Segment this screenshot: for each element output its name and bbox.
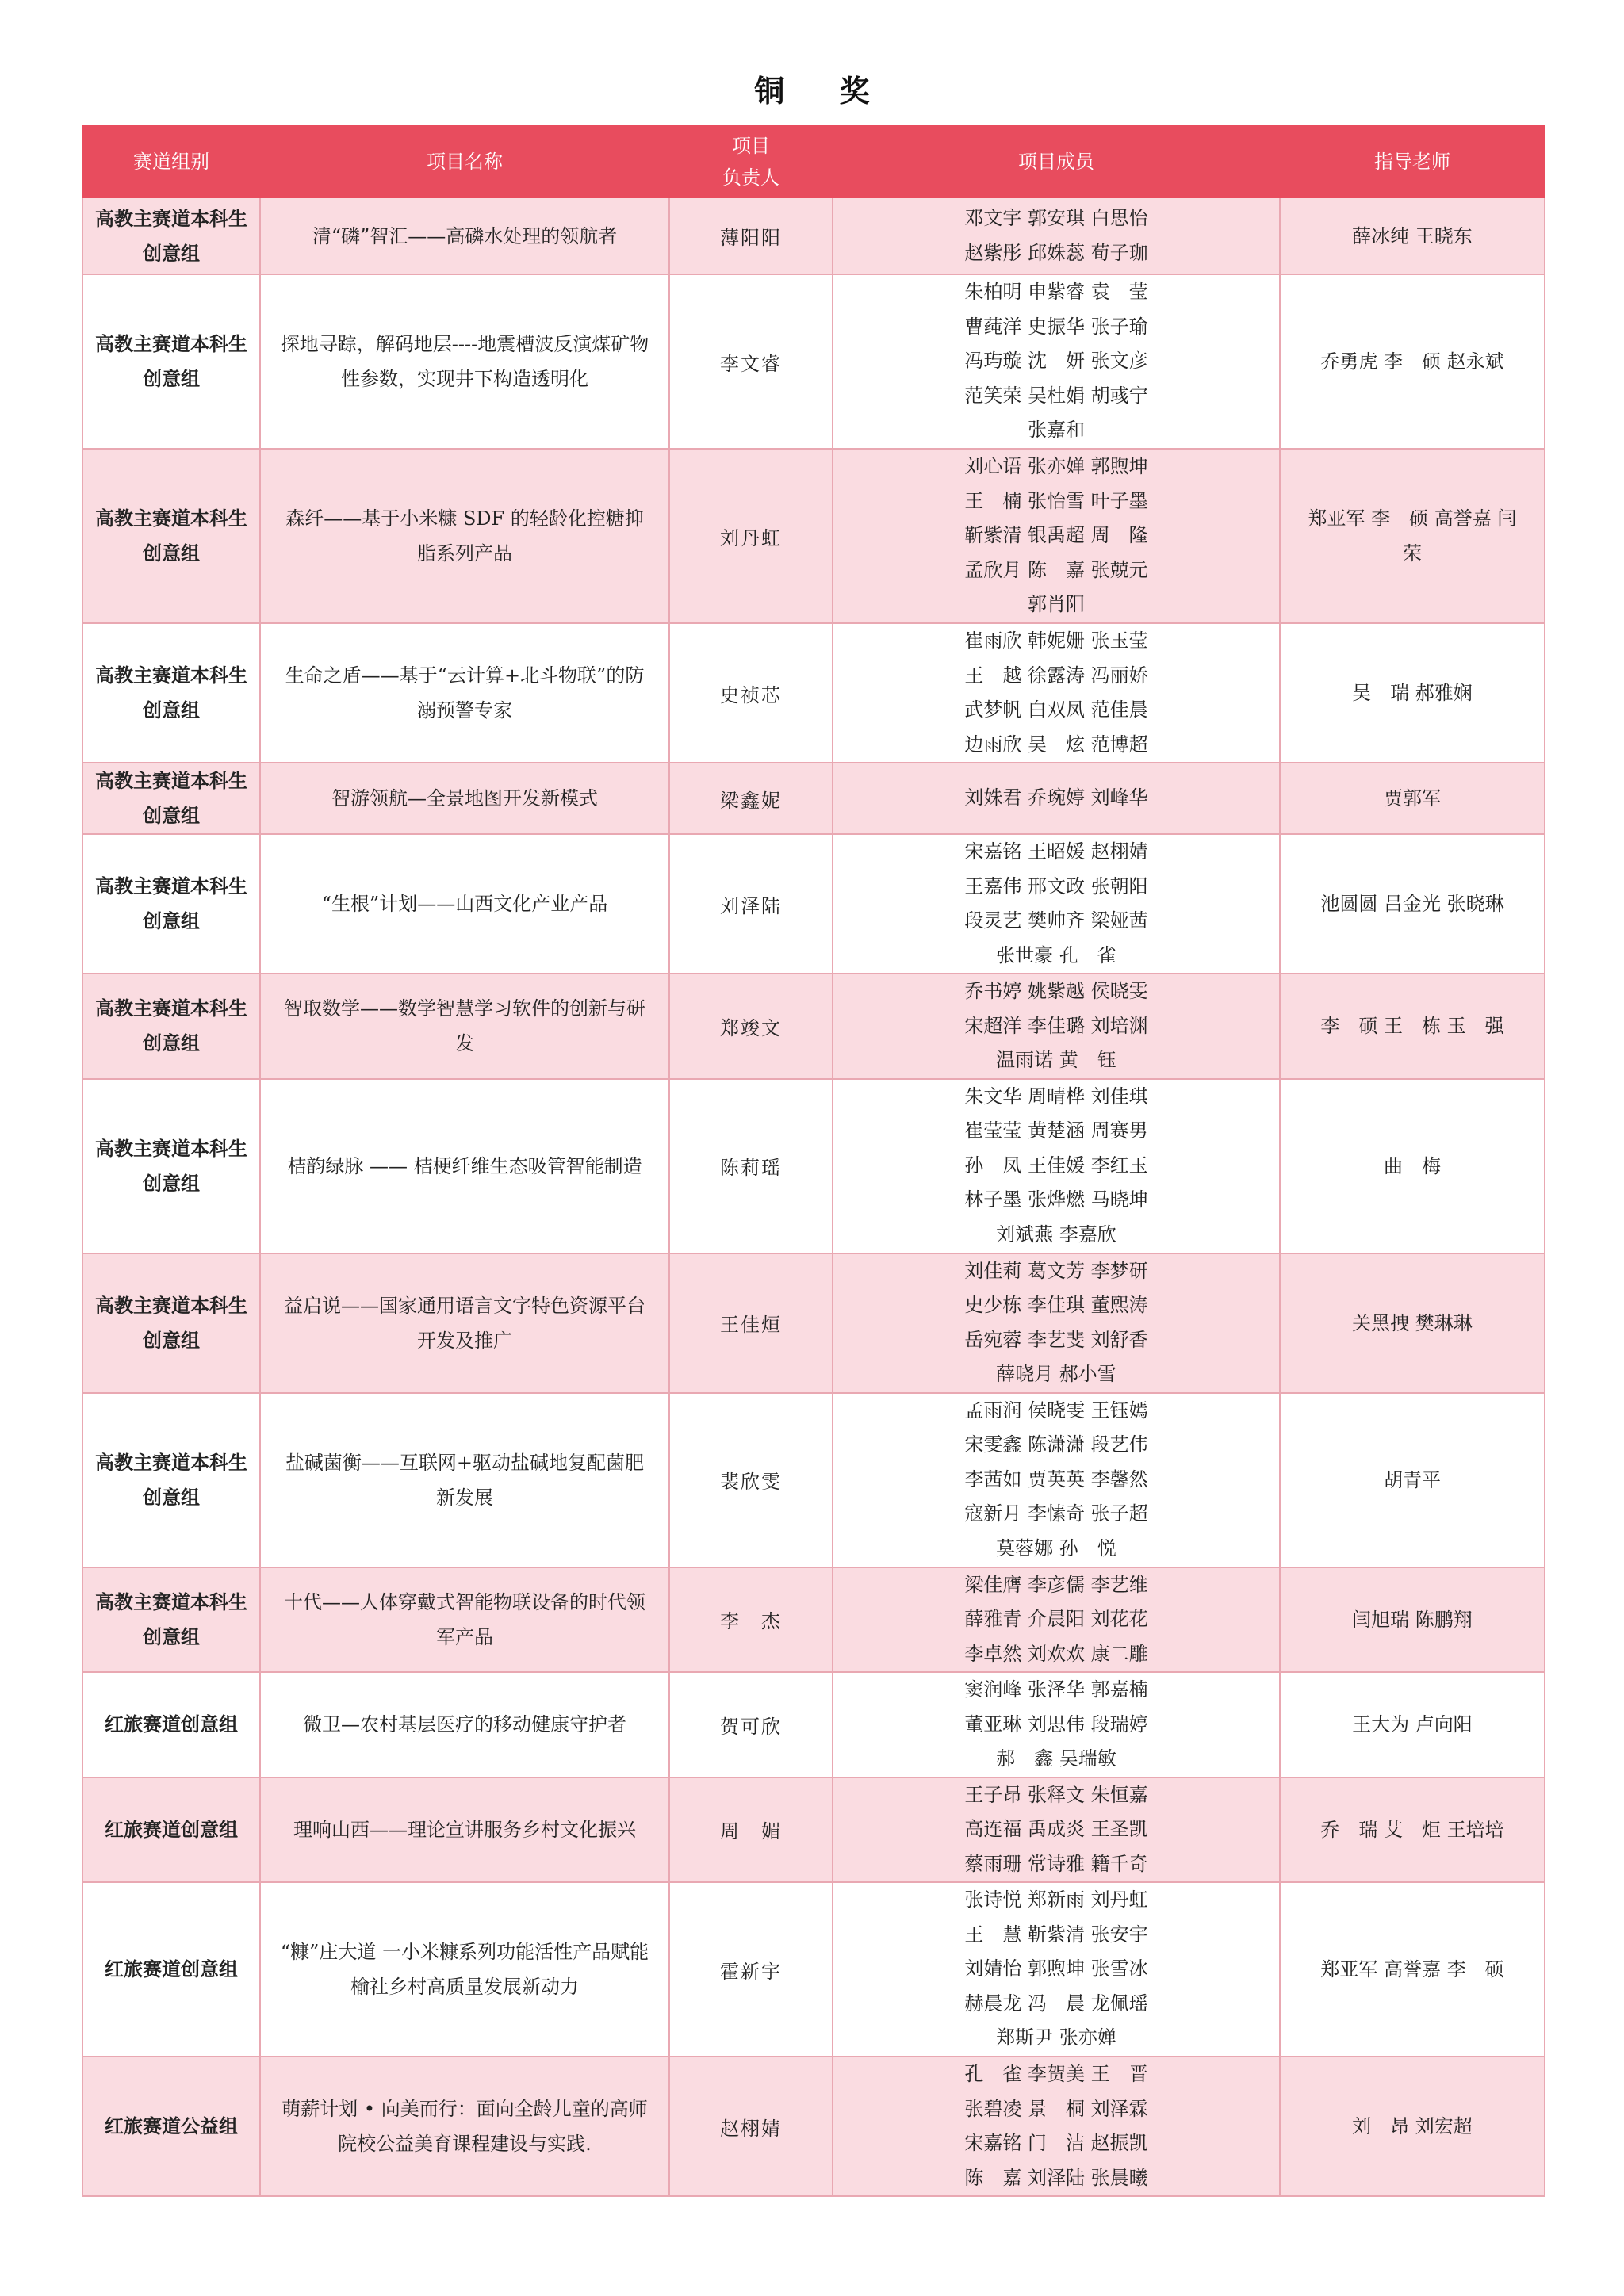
cell-track: 高教主赛道本科生创意组: [82, 197, 260, 274]
member-line: 段灵艺 樊帅齐 梁娅茜: [964, 909, 1148, 932]
header-project: 项目名称: [260, 126, 669, 197]
member-line: 靳紫清 银禹超 周 隆: [964, 524, 1148, 547]
cell-project-members: [833, 1882, 1280, 2057]
cell-project-members: [833, 1777, 1280, 1883]
member-line: 刘斌燕 李嘉欣: [996, 1223, 1116, 1246]
cell-project-members: [833, 2057, 1280, 2196]
cell-project-members: [833, 974, 1280, 1079]
cell-project-leader: 裴欣雯: [669, 1393, 833, 1567]
member-line: 陈 嘉 刘泽陆 张晨曦: [964, 2166, 1148, 2189]
member-line: 孙 凤 王佳媛 李红玉: [964, 1154, 1148, 1177]
member-line: 赵紫彤 邱姝蕊 荀子珈: [964, 241, 1148, 264]
cell-project-members: [833, 1672, 1280, 1777]
member-line: 宋超洋 李佳璐 刘培渊: [964, 1014, 1148, 1037]
member-line: 刘心语 张亦婵 郭煦坤: [964, 455, 1148, 478]
cell-track: 高教主赛道本科生创意组: [82, 1393, 260, 1567]
member-line: 薛晓月 郝小雪: [996, 1363, 1116, 1385]
cell-project-members: [833, 1253, 1280, 1393]
table-row: [82, 763, 1545, 834]
cell-project-name: 探地寻踪，解码地层----地震槽波反演煤矿物性参数，实现井下构造透明化: [260, 274, 669, 449]
member-line: 岳宛蓉 李艺斐 刘舒香: [964, 1328, 1148, 1351]
cell-project-members: [833, 623, 1280, 763]
member-line: 武梦帆 白双凤 范佳晨: [964, 698, 1148, 721]
member-line: 宋雯鑫 陈潇潇 段艺伟: [964, 1433, 1148, 1456]
member-line: 孟雨润 侯晓雯 王钰嫣: [964, 1399, 1148, 1422]
member-line: 郭肖阳: [1028, 593, 1085, 616]
cell-project-name: 益启说——国家通用语言文字特色资源平台开发及推广: [260, 1253, 669, 1393]
member-line: 张世豪 孔 雀: [996, 943, 1116, 966]
cell-track: 高教主赛道本科生创意组: [82, 449, 260, 623]
member-line: 高连福 禹成炎 王圣凯: [964, 1818, 1148, 1840]
member-line: 宋嘉铭 门 洁 赵振凯: [964, 2132, 1148, 2154]
member-line: 孔 雀 李贺美 王 晋: [964, 2063, 1148, 2085]
member-line: 朱柏明 申紫睿 袁 莹: [964, 281, 1148, 304]
cell-project-leader: 霍新宇: [669, 1882, 833, 2057]
cell-project-name: 十代——人体穿戴式智能物联设备的时代领军产品: [260, 1567, 669, 1673]
member-line: 王子昂 张释文 朱恒嘉: [964, 1783, 1148, 1806]
member-line: 寇新月 李愫奇 张子超: [964, 1502, 1148, 1525]
member-line: 张诗悦 郑新雨 刘丹虹: [964, 1888, 1148, 1911]
cell-advisors: 乔 瑞 艾 炬 王培培: [1280, 1777, 1545, 1883]
cell-project-members: [833, 834, 1280, 974]
awards-table: [82, 125, 1545, 2197]
header-leader-line1: 项目: [732, 135, 770, 157]
cell-project-name: 清“磷”智汇——高磷水处理的领航者: [260, 197, 669, 274]
member-line: 朱文华 周晴桦 刘佳琪: [964, 1085, 1148, 1108]
cell-project-leader: 周 媚: [669, 1777, 833, 1883]
member-line: 史少栋 李佳琪 董熙涛: [964, 1294, 1148, 1316]
table-row: [82, 623, 1545, 763]
cell-project-leader: 刘泽陆: [669, 834, 833, 974]
cell-project-leader: 史祯芯: [669, 623, 833, 763]
member-line: 李茜如 贾英英 李馨然: [964, 1468, 1148, 1490]
cell-advisors: 关黑拽 樊琳琳: [1280, 1253, 1545, 1393]
cell-track: 高教主赛道本科生创意组: [82, 834, 260, 974]
member-line: 冯玙璇 沈 妍 张文彦: [964, 350, 1148, 373]
table-header-row: [82, 126, 1545, 197]
cell-advisors: 郑亚军 高誉嘉 李 硕: [1280, 1882, 1545, 2057]
member-line: 曹莼洋 史振华 张子瑜: [964, 315, 1148, 338]
member-line: 刘姝君 乔琬婷 刘峰华: [964, 786, 1148, 809]
table-row: [82, 274, 1545, 449]
cell-project-name: 生命之盾——基于“云计算+北斗物联”的防溺预警专家: [260, 623, 669, 763]
cell-project-leader: 郑竣文: [669, 974, 833, 1079]
table-row: [82, 834, 1545, 974]
header-advisors: 指导老师: [1280, 126, 1545, 197]
table-row: [82, 1882, 1545, 2057]
member-line: 乔书婷 姚紫越 侯晓雯: [964, 980, 1148, 1002]
member-line: 董亚琳 刘思伟 段瑞婷: [964, 1712, 1148, 1735]
cell-project-name: 萌薪计划 • 向美而行：面向全龄儿童的高师院校公益美育课程建设与实践.: [260, 2057, 669, 2196]
cell-advisors: 池圆圆 吕金光 张晓琳: [1280, 834, 1545, 974]
member-line: 郑斯尹 张亦婵: [996, 2026, 1116, 2049]
cell-project-leader: 王佳烜: [669, 1253, 833, 1393]
cell-track: 红旅赛道创意组: [82, 1882, 260, 2057]
member-line: 薛雅青 介晨阳 刘花花: [964, 1608, 1148, 1630]
table-body: [82, 197, 1545, 2196]
cell-track: 高教主赛道本科生创意组: [82, 623, 260, 763]
member-line: 邓文宇 郭安琪 白思怡: [964, 207, 1148, 229]
cell-advisors: 乔勇虎 李 硕 赵永斌: [1280, 274, 1545, 449]
cell-track: 高教主赛道本科生创意组: [82, 1253, 260, 1393]
table-row: [82, 974, 1545, 1079]
cell-advisors: 李 硕 王 栋 玉 强: [1280, 974, 1545, 1079]
member-line: 李卓然 刘欢欢 康二雕: [964, 1642, 1148, 1665]
member-line: 林子墨 张烨燃 马晓坤: [964, 1188, 1148, 1211]
cell-project-leader: 薄阳阳: [669, 197, 833, 274]
cell-project-members: [833, 449, 1280, 623]
cell-track: 红旅赛道公益组: [82, 2057, 260, 2196]
member-line: 边雨欣 吴 炫 范博超: [964, 733, 1148, 756]
header-leader: [669, 126, 833, 197]
table-row: [82, 197, 1545, 274]
member-line: 王 慧 靳紫清 张安宇: [964, 1923, 1148, 1946]
table-row: [82, 1079, 1545, 1253]
cell-advisors: 胡青平: [1280, 1393, 1545, 1567]
cell-project-members: [833, 763, 1280, 834]
table-row: [82, 1393, 1545, 1567]
cell-project-leader: 梁鑫妮: [669, 763, 833, 834]
cell-project-name: 智游领航—全景地图开发新模式: [260, 763, 669, 834]
cell-track: 高教主赛道本科生创意组: [82, 1567, 260, 1673]
cell-project-name: 森纤——基于小米糠 SDF 的轻龄化控糖抑脂系列产品: [260, 449, 669, 623]
cell-project-members: [833, 1567, 1280, 1673]
member-line: 莫蓉娜 孙 悦: [996, 1536, 1116, 1559]
member-line: 崔莹莹 黄楚涵 周赛男: [964, 1119, 1148, 1142]
cell-track: 高教主赛道本科生创意组: [82, 1079, 260, 1253]
cell-project-name: 桔韵绿脉 —— 桔梗纤维生态吸管智能制造: [260, 1079, 669, 1253]
cell-project-leader: 李 杰: [669, 1567, 833, 1673]
member-line: 王 越 徐露涛 冯丽娇: [964, 664, 1148, 687]
cell-project-members: [833, 274, 1280, 449]
table-row: [82, 1672, 1545, 1777]
cell-project-leader: 赵栩婧: [669, 2057, 833, 2196]
member-line: 范笑荣 吴杜娟 胡彧宁: [964, 384, 1148, 407]
member-line: 梁佳膺 李彦儒 李艺维: [964, 1573, 1148, 1596]
page-title: 铜 奖: [754, 73, 892, 109]
member-line: 蔡雨珊 常诗雅 籍千奇: [964, 1852, 1148, 1875]
cell-advisors: 吴 瑞 郝雅娴: [1280, 623, 1545, 763]
cell-advisors: 郑亚军 李 硕 高誉嘉 闫 荣: [1280, 449, 1545, 623]
cell-project-leader: 陈莉瑶: [669, 1079, 833, 1253]
cell-project-leader: 贺可欣: [669, 1672, 833, 1777]
member-line: 崔雨欣 韩妮姗 张玉莹: [964, 629, 1148, 652]
cell-project-name: 微卫—农村基层医疗的移动健康守护者: [260, 1672, 669, 1777]
cell-track: 红旅赛道创意组: [82, 1672, 260, 1777]
cell-advisors: 曲 梅: [1280, 1079, 1545, 1253]
table-row: [82, 1777, 1545, 1883]
member-line: 刘婧怡 郭煦坤 张雪冰: [964, 1957, 1148, 1980]
cell-project-members: [833, 197, 1280, 274]
cell-project-members: [833, 1393, 1280, 1567]
cell-project-name: “生根”计划——山西文化产业产品: [260, 834, 669, 974]
table-row: [82, 1253, 1545, 1393]
cell-project-name: 智取数学——数学智慧学习软件的创新与研发: [260, 974, 669, 1079]
cell-track: 高教主赛道本科生创意组: [82, 274, 260, 449]
cell-track: 高教主赛道本科生创意组: [82, 974, 260, 1079]
cell-project-leader: 李文睿: [669, 274, 833, 449]
header-members: 项目成员: [833, 126, 1280, 197]
cell-advisors: 刘 昂 刘宏超: [1280, 2057, 1545, 2196]
header-track: 赛道组别: [82, 126, 260, 197]
table-row: [82, 2057, 1545, 2196]
cell-project-name: 理响山西——理论宣讲服务乡村文化振兴: [260, 1777, 669, 1883]
table-row: [82, 449, 1545, 623]
member-line: 王嘉伟 邢文政 张朝阳: [964, 874, 1148, 897]
cell-track: 高教主赛道本科生创意组: [82, 763, 260, 834]
cell-project-name: 盐碱菌衡——互联网+驱动盐碱地复配菌肥新发展: [260, 1393, 669, 1567]
member-line: 刘佳莉 葛文芳 李梦研: [964, 1259, 1148, 1282]
table-row: [82, 1567, 1545, 1673]
member-line: 孟欣月 陈 嘉 张兢元: [964, 558, 1148, 581]
cell-advisors: 薛冰纯 王晓东: [1280, 197, 1545, 274]
cell-advisors: 闫旭瑞 陈鹏翔: [1280, 1567, 1545, 1673]
cell-track: 红旅赛道创意组: [82, 1777, 260, 1883]
cell-advisors: 王大为 卢向阳: [1280, 1672, 1545, 1777]
member-line: 赫晨龙 冯 晨 龙佩瑶: [964, 1992, 1148, 2015]
member-line: 温雨诺 黄 钰: [996, 1049, 1116, 1071]
header-leader-line2: 负责人: [722, 166, 779, 189]
member-line: 张碧凌 景 桐 刘泽霖: [964, 2097, 1148, 2120]
cell-advisors: 贾郭军: [1280, 763, 1545, 834]
member-line: 郝 鑫 吴瑞敏: [996, 1747, 1116, 1770]
cell-project-name: “糠”庄大道 一小米糠系列功能活性产品赋能榆社乡村高质量发展新动力: [260, 1882, 669, 2057]
member-line: 宋嘉铭 王昭媛 赵栩婧: [964, 840, 1148, 863]
cell-project-members: [833, 1079, 1280, 1253]
member-line: 窦润峰 张泽华 郭嘉楠: [964, 1678, 1148, 1701]
cell-project-leader: 刘丹虹: [669, 449, 833, 623]
member-line: 王 楠 张怡雪 叶子墨: [964, 489, 1148, 512]
member-line: 张嘉和: [1028, 419, 1085, 442]
